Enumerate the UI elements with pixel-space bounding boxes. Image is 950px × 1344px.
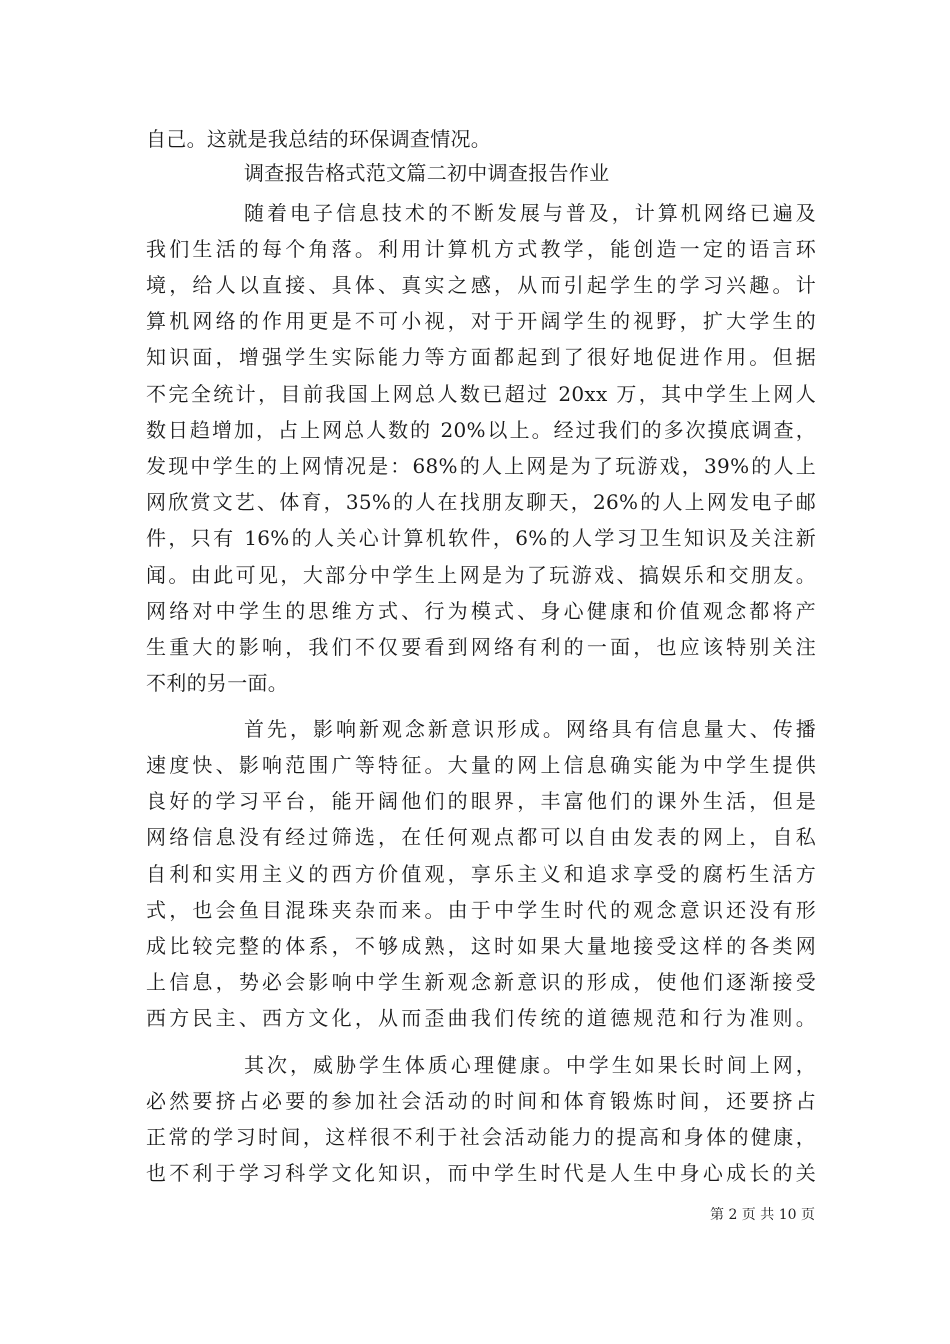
text-line: 式，也会鱼目混珠夹杂而来。由于中学生时代的观念意识还没有形 — [146, 898, 816, 922]
text-line: 算机网络的作用更是不可小视，对于开阔学生的视野，扩大学生的 — [146, 309, 816, 333]
text-line: 件，只有 16%的人关心计算机软件，6%的人学习卫生知识及关注新 — [146, 526, 816, 550]
text-line: 首先，影响新观念新意识形成。网络具有信息量大、传播 — [244, 717, 816, 741]
text-line: 网络对中学生的思维方式、行为模式、身心健康和价值观念都将产 — [146, 599, 816, 623]
text-line: 西方民主、西方文化，从而歪曲我们传统的道德规范和行为准则。 — [146, 1006, 816, 1030]
text-line: 必然要挤占必要的参加社会活动的时间和体育锻炼时间，还要挤占 — [146, 1089, 816, 1113]
page-number-footer: 第 2 页 共 10 页 — [710, 1207, 815, 1223]
text-line: 网欣赏文艺、体育，35%的人在找朋友聊天，26%的人上网发电子邮 — [146, 490, 816, 514]
text-line: 速度快、影响范围广等特征。大量的网上信息确实能为中学生提供 — [146, 753, 816, 777]
text-line: 网络信息没有经过筛选，在任何观点都可以自由发表的网上，自私 — [146, 825, 816, 849]
text-line: 数日趋增加，占上网总人数的 20%以上。经过我们的多次摸底调查， — [146, 418, 816, 442]
section-heading: 调查报告格式范文篇二初中调查报告作业 — [244, 161, 610, 185]
text-line: 境，给人以直接、具体、真实之感，从而引起学生的学习兴趣。计 — [146, 273, 816, 297]
text-line: 知识面，增强学生实际能力等方面都起到了很好地促进作用。但据 — [146, 345, 816, 369]
text-line: 成比较完整的体系，不够成熟，这时如果大量地接受这样的各类网 — [146, 934, 816, 958]
text-line: 不完全统计，目前我国上网总人数已超过 20xx 万，其中学生上网人 — [146, 382, 816, 406]
text-line: 正常的学习时间，这样很不利于社会活动能力的提高和身体的健康， — [146, 1125, 816, 1149]
text-line: 发现中学生的上网情况是：68%的人上网是为了玩游戏，39%的人上 — [146, 454, 816, 478]
text-line: 闻。由此可见，大部分中学生上网是为了玩游戏、搞娱乐和交朋友。 — [146, 563, 816, 587]
text-line: 随着电子信息技术的不断发展与普及，计算机网络已遍及 — [244, 201, 816, 225]
text-line: 也不利于学习科学文化知识，而中学生时代是人生中身心成长的关 — [146, 1161, 816, 1185]
text-line: 自利和实用主义的西方价值观，享乐主义和追求享受的腐朽生活方 — [146, 862, 816, 886]
text-line: 其次，威胁学生体质心理健康。中学生如果长时间上网， — [244, 1053, 816, 1077]
text-line: 良好的学习平台，能开阔他们的眼界，丰富他们的课外生活，但是 — [146, 789, 816, 813]
text-line: 自己。这就是我总结的环保调查情况。 — [146, 127, 492, 151]
text-line: 不利的另一面。 — [146, 671, 289, 695]
text-line: 上信息，势必会影响中学生新观念新意识的形成，使他们逐渐接受 — [146, 970, 816, 994]
text-line: 我们生活的每个角落。利用计算机方式教学，能创造一定的语言环 — [146, 237, 816, 261]
text-line: 生重大的影响，我们不仅要看到网络有利的一面，也应该特别关注 — [146, 635, 816, 659]
